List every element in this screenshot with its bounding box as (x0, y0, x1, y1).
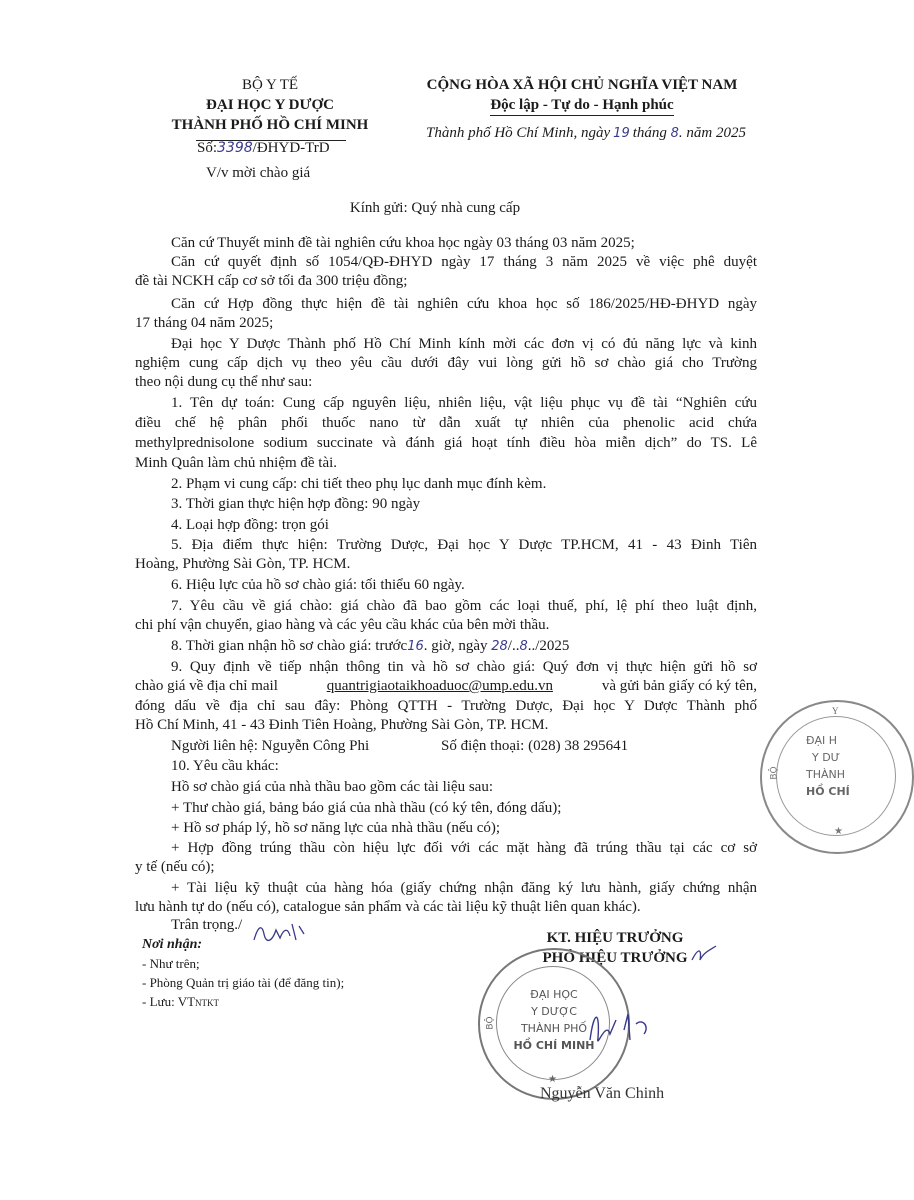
recipient-3-sub: NTKT (195, 998, 220, 1008)
edge-stamp-line4: HỒ CHÍ (806, 785, 850, 798)
item9-email-suffix: và gửi bản giấy có ký tên, (601, 678, 757, 694)
university-name-line1: ĐẠI HỌC Y DƯỢC (206, 97, 334, 113)
item1-line2: điều chế hệ phân phối thuốc nano từ dẫn xuất tự nhiên của phenolic acid chứa (135, 415, 757, 431)
recipient-3 (142, 992, 344, 1013)
item3: 3. Thời gian thực hiện hợp đồng: 90 ngày (171, 496, 421, 512)
edge-stamp-side: BỘ (769, 766, 780, 780)
contact-phone: Số điện thoại: (028) 38 295641 (441, 738, 629, 754)
edge-stamp-line2: Y DƯ (812, 751, 841, 764)
item9-line1: 9. Quy định về tiếp nhận thông tin và hồ sơ chào giá: Quý đơn vị thực hiện gửi hồ sơ (171, 659, 757, 675)
item4: 4. Loại hợp đồng: trọn gói (171, 517, 329, 533)
body-p2-line1: Căn cứ quyết định số 1054/QĐ-ĐHYD ngày 17 tháng 3 năm 2025 về việc phê duyệt (171, 254, 757, 270)
item5-line1: 5. Địa điểm thực hiện: Trường Dược, Đại học Y Dược TP.HCM, 41 - 43 Đinh Tiên (171, 537, 757, 553)
body-p4-line2: nghiệm cung cấp dịch vụ theo yêu cầu dưới đây vui lòng gửi hồ sơ chào giá cho Trường (135, 355, 757, 371)
stamp-line1: ĐẠI HỌC (530, 988, 578, 1001)
contact-person: Người liên hệ: Nguyễn Công Phi (171, 738, 370, 754)
document-date (426, 125, 746, 142)
item8 (171, 636, 793, 657)
document-subject: V/v mời chào giá (206, 165, 311, 181)
item6: 6. Hiệu lực của hồ sơ chào giá: tối thiểu 60 ngày. (171, 577, 465, 593)
doc-number-prefix: Số: (197, 140, 218, 156)
document-number (197, 140, 330, 157)
item9-line3: đóng dấu về địa chỉ sau đây: Phòng QTTH - Trường Dược, Đại học Y Dược Thành phố (135, 698, 757, 714)
doc-number-handwritten: 3398 (217, 140, 253, 156)
body-p1: Căn cứ Thuyết minh đề tài nghiên cứu khoa học ngày 03 tháng 03 năm 2025; (171, 235, 635, 251)
doc-item3-line2: y tế (nếu có); (135, 859, 215, 875)
item8-day: 28 (491, 639, 508, 654)
signature-scribble-icon (580, 1000, 660, 1060)
header-left (150, 75, 390, 135)
university-name-line2: THÀNH PHỐ HỒ CHÍ MINH (171, 117, 369, 133)
doc-item3-line1: + Hợp đồng trúng thầu còn hiệu lực đối với các mặt hàng đã trúng thầu tại các cơ sở (171, 840, 757, 856)
item10: 10. Yêu cầu khác: (171, 758, 279, 774)
body-p3-line2: 17 tháng 04 năm 2025; (135, 315, 274, 331)
docs-intro: Hồ sơ chào giá của nhà thầu bao gồm các tài liệu sau: (171, 779, 493, 795)
edge-stamp-top: Y (832, 706, 839, 716)
stamp-line3: THÀNH PHỐ (520, 1022, 588, 1035)
item9-line4: Hồ Chí Minh, 41 - 43 Đinh Tiên Hoàng, Phường Sài Gòn, TP. HCM. (135, 717, 549, 733)
stamp-line4: HỒ CHÍ MINH (513, 1039, 595, 1052)
recipient-3-prefix: - Lưu: VT (142, 994, 196, 1009)
doc-item4-line2: lưu hành tự do (nếu có), catalogue sản phẩm và các tài liệu kỹ thuật liên quan khác). (135, 899, 641, 915)
date-month-label: tháng (632, 125, 667, 141)
body-p4-line3: theo nội dung cụ thể như sau: (135, 374, 313, 390)
date-day: 19 (613, 126, 630, 141)
stamp-line2: Y DƯỢC (531, 1005, 577, 1018)
edge-stamp-star-icon: ★ (834, 826, 843, 837)
stamp-star-icon: ★ (548, 1074, 557, 1085)
item8-hour: 16 (407, 639, 424, 654)
recipient-line: Kính gửi: Quý nhà cung cấp (349, 200, 521, 216)
date-year: . năm 2025 (678, 125, 747, 141)
signature-title-1: KT. HIỆU TRƯỞNG (546, 930, 684, 946)
recipients-block (142, 935, 344, 1013)
item8-suffix: ../2025 (527, 638, 570, 654)
recipient-2: - Phòng Quản trị giáo tài (để đăng tin); (142, 975, 345, 990)
submission-email-link[interactable]: quantrigiaotaikhoaduoc@ump.edu.vn (326, 678, 553, 694)
item8-prefix: 8. Thời gian nhận hồ sơ chào giá: trước (171, 638, 408, 654)
body-p3-line1: Căn cứ Hợp đồng thực hiện đề tài nghiên cứu khoa học số 186/2025/HĐ-ĐHYD ngày (171, 296, 757, 312)
doc-item4-line1: + Tài liệu kỹ thuật của hàng hóa (giấy chứng nhận đăng ký lưu hành, giấy chứng nhận (171, 880, 757, 896)
item1-line1: 1. Tên dự toán: Cung cấp nguyên liệu, nhiên liệu, vật liệu phục vụ đề tài “Nghiên cứu (171, 395, 757, 411)
recipients-title: Nơi nhận: (142, 937, 203, 952)
body-p4-line1: Đại học Y Dược Thành phố Hồ Chí Minh kính mời các đơn vị có đủ năng lực và kinh (171, 336, 757, 352)
item7-line1: 7. Yêu cầu về giá chào: giá chào đã bao gồm các loại thuế, phí, lệ phí theo luật định, (171, 598, 757, 614)
signatory-name: Nguyễn Văn Chinh (540, 1085, 665, 1102)
doc-item1: + Thư chào giá, bảng báo giá của nhà thầu (có ký tên, đóng dấu); (171, 800, 562, 816)
doc-item2: + Hồ sơ pháp lý, hồ sơ năng lực của nhà thầu (nếu có); (171, 820, 501, 836)
doc-number-suffix: /ĐHYD-TrD (252, 140, 330, 156)
item8-mid: . giờ, ngày (423, 638, 488, 654)
header-right (400, 75, 764, 115)
edge-stamp (760, 700, 914, 854)
item7-line2: chi phí vận chuyển, giao hàng và các yêu cầu khác của bên mời thầu. (135, 617, 550, 633)
item8-sep: /.. (507, 638, 520, 654)
item8-month: 8 (519, 639, 528, 654)
item5-line2: Hoàng, Phường Sài Gòn, TP. HCM. (135, 556, 351, 572)
country-name: CỘNG HÒA XÃ HỘI CHỦ NGHĨA VIỆT NAM (426, 77, 738, 93)
date-prefix: Thành phố Hồ Chí Minh, ngày (426, 125, 611, 141)
closing: Trân trọng./ (171, 917, 243, 933)
stamp-side-text: BỘ (485, 1016, 496, 1030)
national-motto: Độc lập - Tự do - Hạnh phúc (490, 97, 674, 113)
body-p2-line2: đề tài NCKH cấp cơ sở tối đa 300 triệu đồng; (135, 273, 408, 289)
item2: 2. Phạm vi cung cấp: chi tiết theo phụ lục danh mục đính kèm. (171, 476, 547, 492)
recipient-1: - Như trên; (142, 956, 200, 971)
signature-title-2: PHÓ HIỆU TRƯỞNG (542, 950, 688, 966)
item1-line3: methylprednisolone sodium succinate và đánh giá hoạt tính điều hòa miễn dịch” do TS. Lê (135, 435, 757, 451)
edge-stamp-line1: ĐẠI H (806, 734, 838, 747)
ministry-name: BỘ Y TẾ (241, 77, 299, 93)
item9-email-prefix: chào giá về địa chỉ mail (135, 678, 278, 694)
date-month: 8 (670, 126, 679, 141)
motto-underline (490, 115, 674, 116)
item9-line2 (135, 676, 757, 696)
item1-line4: Minh Quân làm chủ nhiệm đề tài. (135, 455, 338, 471)
signature-mark-icon (690, 944, 720, 966)
edge-stamp-line3: THÀNH (806, 768, 846, 781)
